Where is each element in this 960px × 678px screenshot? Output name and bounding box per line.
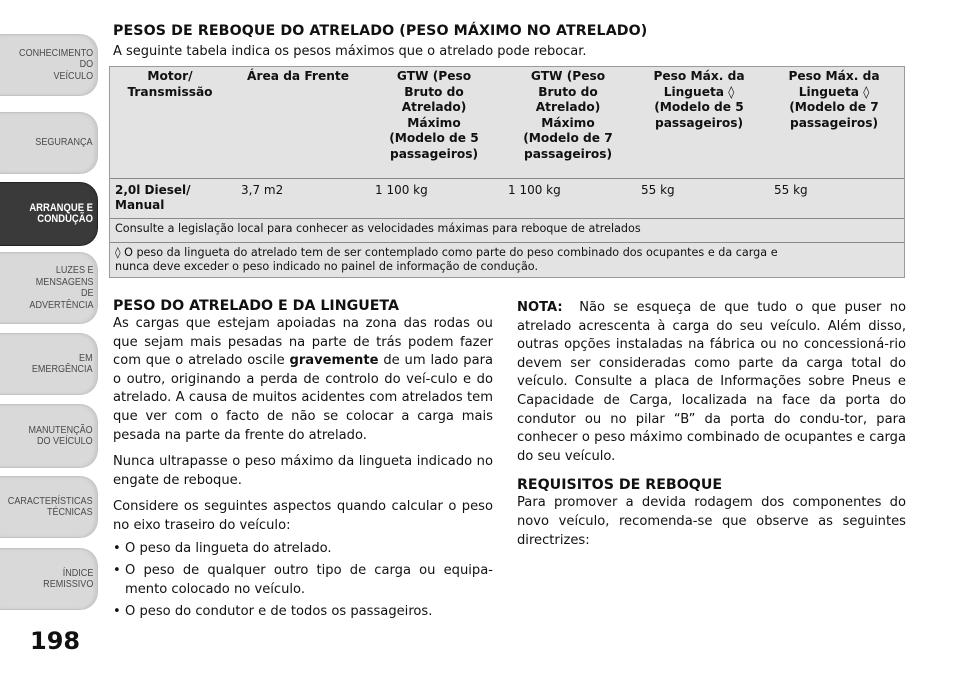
- left-heading: PESO DO ATRELADO E DA LINGUETA: [113, 298, 399, 314]
- bullet-icon: •: [113, 540, 121, 556]
- tab-seguranca[interactable]: [0, 112, 98, 174]
- list-item-text: O peso do condutor e de todos os passageiros.: [125, 604, 433, 620]
- table-header-gtw-5: GTW (Peso Bruto do Atrelado) Máximo (Modelo de 5 passageiros): [389, 69, 479, 161]
- bullet-icon: •: [113, 563, 121, 579]
- table-note-tongue-line2: nunca deve exceder o peso indicado no painel de informação de condução.: [115, 260, 539, 273]
- towing-weights-table: [109, 66, 905, 278]
- list-item: [113, 540, 493, 559]
- tab-luzes-e-mensagens[interactable]: [0, 252, 98, 324]
- tab-label: CARACTERÍSTICAS TÉCNICAS: [8, 494, 93, 518]
- table-divider: [110, 218, 904, 219]
- text-run: As cargas que estejam apoiadas na zona das rodas ou que sejam mais pesadas na parte de trás podem fazer com que o atrelado oscile: [113, 316, 493, 369]
- table-header-gtw-7: GTW (Peso Bruto do Atrelado) Máximo (Modelo de 7 passageiros): [523, 69, 613, 161]
- tab-label: ARRANQUE E CONDUÇÃO: [29, 201, 93, 225]
- text-run: de um lado para o outro, originando a perda de controlo do veí-culo e do atrelado. A causa de muitos acidentes com atrelados tem que ver com o facto de não se colocar a carga mais pesada na parte da frente do atrelado.: [113, 353, 494, 443]
- right-paragraph-1: Para promover a devida rodagem dos componentes do novo veículo, recomenda-se que observe as seguintes directrizes:: [517, 495, 906, 548]
- tab-label: CONHECIMENTO DO VEÍCULO: [18, 46, 93, 82]
- table-cell-tongue-7: 55 kg: [774, 183, 808, 197]
- note-label: NOTA:: [517, 300, 563, 315]
- section-title: PESOS DE REBOQUE DO ATRELADO (PESO MÁXIMO NO ATRELADO): [113, 23, 648, 39]
- tab-arranque-e-conducao[interactable]: [0, 182, 98, 246]
- table-cell-tongue-5: 55 kg: [641, 183, 675, 197]
- table-cell-gtw-5: 1 100 kg: [375, 183, 428, 197]
- left-paragraph-2: Nunca ultrapasse o peso máximo da lingueta indicado no engate de reboque.: [113, 454, 493, 488]
- left-column: [113, 297, 493, 622]
- bullet-icon: •: [113, 604, 121, 620]
- tab-indice-remissivo[interactable]: [0, 548, 98, 610]
- tab-label: SEGURANÇA: [35, 136, 93, 149]
- list-item-text: O peso de qualquer outro tipo de carga ou equipa-mento colocado no veículo.: [125, 563, 493, 597]
- note-paragraph: [517, 299, 906, 466]
- tab-label: ÍNDICE REMISSIVO: [42, 566, 93, 590]
- table-divider: [110, 242, 904, 243]
- page-number: 198: [30, 627, 81, 655]
- right-column: [517, 299, 906, 550]
- tab-label: EM EMERGÊNCIA: [32, 351, 93, 375]
- list-item: [113, 603, 493, 622]
- emphasis-text: gravemente: [289, 353, 379, 369]
- tab-conhecimento-do-veiculo[interactable]: [0, 34, 98, 96]
- table-note-tongue-line1: ◊ O peso da lingueta do atrelado tem de ser contemplado como parte do peso combinado dos ocupantes e da carga e: [115, 246, 778, 259]
- tab-em-emergencia[interactable]: [0, 333, 98, 395]
- table-note-speed: Consulte a legislação local para conhecer as velocidades máximas para reboque de atrelados: [115, 222, 641, 235]
- table-cell-engine: 2,0l Diesel/ Manual: [115, 183, 191, 212]
- list-item-text: O peso da lingueta do atrelado.: [125, 540, 332, 556]
- tab-caracteristicas-tecnicas[interactable]: [0, 476, 98, 538]
- section-intro: A seguinte tabela indica os pesos máximos que o atrelado pode rebocar.: [113, 44, 587, 59]
- table-cell-frontal-area: 3,7 m2: [241, 183, 284, 197]
- list-item: [113, 562, 493, 599]
- note-text: Não se esqueça de que tudo o que puser no atrelado acrescenta à carga do seu veículo. Além disso, outras opções instaladas na fábrica ou no concessioná-rio devem ser consideradas como parte da carga total do veículo. Consulte a placa de Informações sobre Pneus e Capacidade de Carga, localizada na face da porta do condutor ou no pilar “B” da porta do condu-tor, para conhecer o peso máximo combinado de ocupantes e carga do seu veículo.: [517, 300, 906, 464]
- left-paragraph-1: [113, 315, 493, 445]
- tab-label: MANUTENÇÃO DO VEÍCULO: [28, 423, 93, 447]
- table-header-tongue-7: Peso Máx. da Lingueta ◊ (Modelo de 7 passageiros): [788, 69, 880, 130]
- table-divider: [110, 178, 904, 179]
- table-header-tongue-5: Peso Máx. da Lingueta ◊ (Modelo de 5 passageiros): [653, 69, 745, 130]
- left-paragraph-3: Considere os seguintes aspectos quando calcular o peso no eixo traseiro do veículo:: [113, 499, 493, 533]
- tab-label: LUZES E MENSAGENS DE ADVERTÊNCIA: [28, 264, 93, 311]
- table-header-engine: Motor/ Transmissão: [127, 69, 213, 99]
- right-heading: REQUISITOS DE REBOQUE: [517, 477, 723, 494]
- table-header-frontal-area: Área da Frente: [247, 69, 349, 83]
- tab-manutencao-do-veiculo[interactable]: [0, 404, 98, 468]
- table-cell-gtw-7: 1 100 kg: [508, 183, 561, 197]
